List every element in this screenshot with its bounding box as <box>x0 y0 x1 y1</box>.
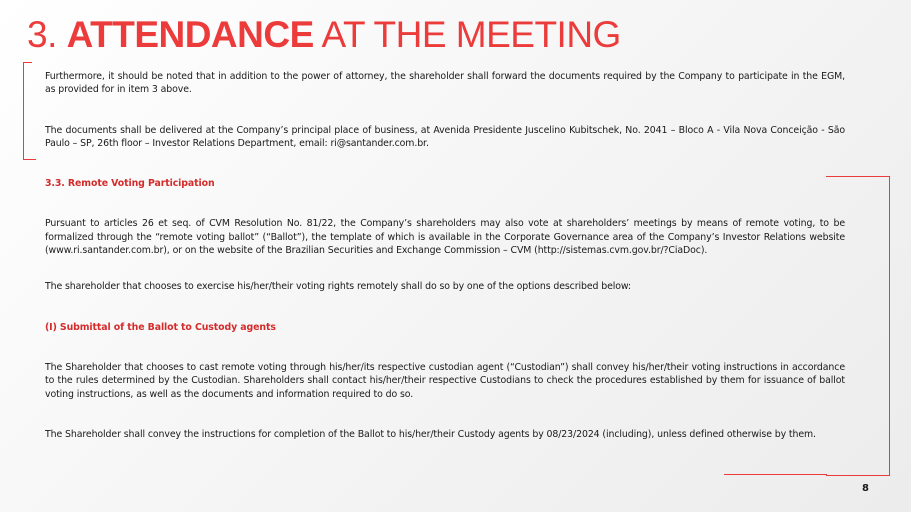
subheading-custody-agents: (I) Submittal of the Ballot to Custody agents <box>45 321 276 333</box>
document-body <box>45 70 845 441</box>
page-title <box>27 14 621 56</box>
paragraph-voting-options: The shareholder that chooses to exercise his/her/their voting rights remotely shall do so by one of the options described below: <box>45 281 631 293</box>
paragraph-ballot-deadline: The Shareholder shall convey the instructions for completion of the Ballot to his/her/their Custody agents by 08/23/2024 (including), unless defined otherwise by them. <box>45 428 816 440</box>
title-bold: ATTENDANCE <box>66 14 314 55</box>
paragraph-documents-delivery: The documents shall be delivered at the Company’s principal place of business, at Avenida Presidente Juscelino Kubitschek, No. 2041 – Bloco A - Vila Nova Conceição - São Paulo – SP, 26th floor – Investor Relations Department, email: ri@santander.com.br. <box>45 124 845 149</box>
left-bracket-decoration <box>23 62 36 160</box>
paragraph-power-of-attorney: Furthermore, it should be noted that in addition to the power of attorney, the shareholder shall forward the documents required by the Company to participate in the EGM, as provided for in item 3 above. <box>45 71 845 96</box>
title-prefix: 3. <box>27 14 67 55</box>
page-number: 8 <box>862 483 869 494</box>
paragraph-cvm-resolution: Pursuant to articles 26 et seq. of CVM Resolution No. 81/22, the Company’s shareholders may also vote at shareholders’ meetings by means of remote voting, to be formalized through the “remote voting ballot” (“Ballot”), the template of which is available in the Corporate Governance area of the Company’s Investor Relations website (www.ri.santander.com.br), or on the website of the Brazilian Securities and Exchange Commission – CVM (http://sistemas.cvm.gov.br/?CiaDoc). <box>45 218 845 257</box>
title-rest: AT THE MEETING <box>313 14 621 55</box>
paragraph-custodian-instructions: The Shareholder that chooses to cast remote voting through his/her/its respective custodian agent (“Custodian”) shall convey his/her/their voting instructions in accordance to the rules determined by the Custodian. Shareholders shall contact his/her/their respective Custodians to check the procedures established by them for issuance of ballot voting instructions, as well as the documents and information required to do so. <box>45 361 845 400</box>
right-bracket-bottom-line <box>724 474 827 475</box>
section-heading-remote-voting: 3.3. Remote Voting Participation <box>45 178 215 190</box>
